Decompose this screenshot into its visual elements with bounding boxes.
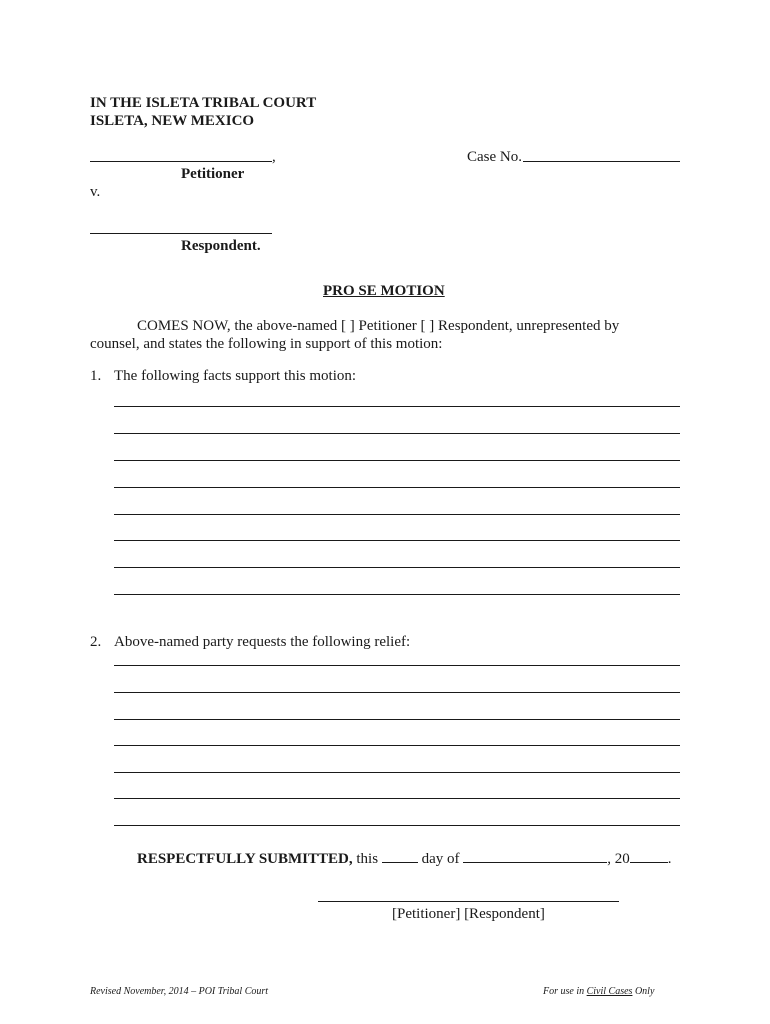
year-blank[interactable] <box>630 850 668 863</box>
case-no-line[interactable] <box>523 161 680 162</box>
respondent-label: Respondent. <box>181 238 261 254</box>
petitioner-name-line[interactable] <box>90 161 272 162</box>
relief-line[interactable] <box>114 745 680 746</box>
signature-label: [Petitioner] [Respondent] <box>392 906 545 922</box>
footer-revision: Revised November, 2014 – POI Tribal Court <box>90 986 269 997</box>
relief-line[interactable] <box>114 798 680 799</box>
submitted-this: this <box>356 851 379 867</box>
submitted-year-prefix: , 20 <box>607 851 630 867</box>
facts-line[interactable] <box>114 406 680 407</box>
section-1-text: The following facts support this motion: <box>114 368 357 384</box>
document-title: PRO SE MOTION <box>323 283 445 299</box>
court-name: IN THE ISLETA TRIBAL COURT <box>90 95 317 111</box>
versus-label: v. <box>90 184 101 200</box>
footer-usage <box>543 986 654 997</box>
facts-line[interactable] <box>114 514 680 515</box>
facts-line[interactable] <box>114 594 680 595</box>
facts-line[interactable] <box>114 460 680 461</box>
section-1-number: 1. <box>90 368 102 384</box>
respondent-name-line[interactable] <box>90 233 272 234</box>
petitioner-label: Petitioner <box>181 166 245 182</box>
day-blank[interactable] <box>382 850 418 863</box>
section-2-number: 2. <box>90 634 102 650</box>
signature-line[interactable] <box>318 901 619 902</box>
relief-line[interactable] <box>114 665 680 666</box>
footer-usage-suffix: Only <box>632 986 655 997</box>
intro-line-2: counsel, and states the following in support of this motion: <box>90 336 443 352</box>
facts-line[interactable] <box>114 567 680 568</box>
facts-line[interactable] <box>114 540 680 541</box>
case-no-label: Case No. <box>467 149 522 165</box>
section-2-text: Above-named party requests the following relief: <box>114 634 411 650</box>
footer-usage-prefix: For use in <box>543 986 587 997</box>
submitted-line <box>137 850 671 868</box>
footer-usage-link: Civil Cases <box>586 986 633 997</box>
relief-line[interactable] <box>114 825 680 826</box>
petitioner-comma: , <box>272 149 276 165</box>
intro-line-1: COMES NOW, the above-named [ ] Petitioner [ ] Respondent, unrepresented by <box>137 318 620 334</box>
court-location: ISLETA, NEW MEXICO <box>90 113 255 129</box>
relief-line[interactable] <box>114 772 680 773</box>
month-blank[interactable] <box>463 850 607 863</box>
relief-line[interactable] <box>114 719 680 720</box>
submitted-bold-text: RESPECTFULLY SUBMITTED, <box>137 851 353 867</box>
submitted-end: . <box>667 851 672 867</box>
facts-line[interactable] <box>114 433 680 434</box>
relief-line[interactable] <box>114 692 680 693</box>
facts-line[interactable] <box>114 487 680 488</box>
submitted-day-of: day of <box>421 851 460 867</box>
